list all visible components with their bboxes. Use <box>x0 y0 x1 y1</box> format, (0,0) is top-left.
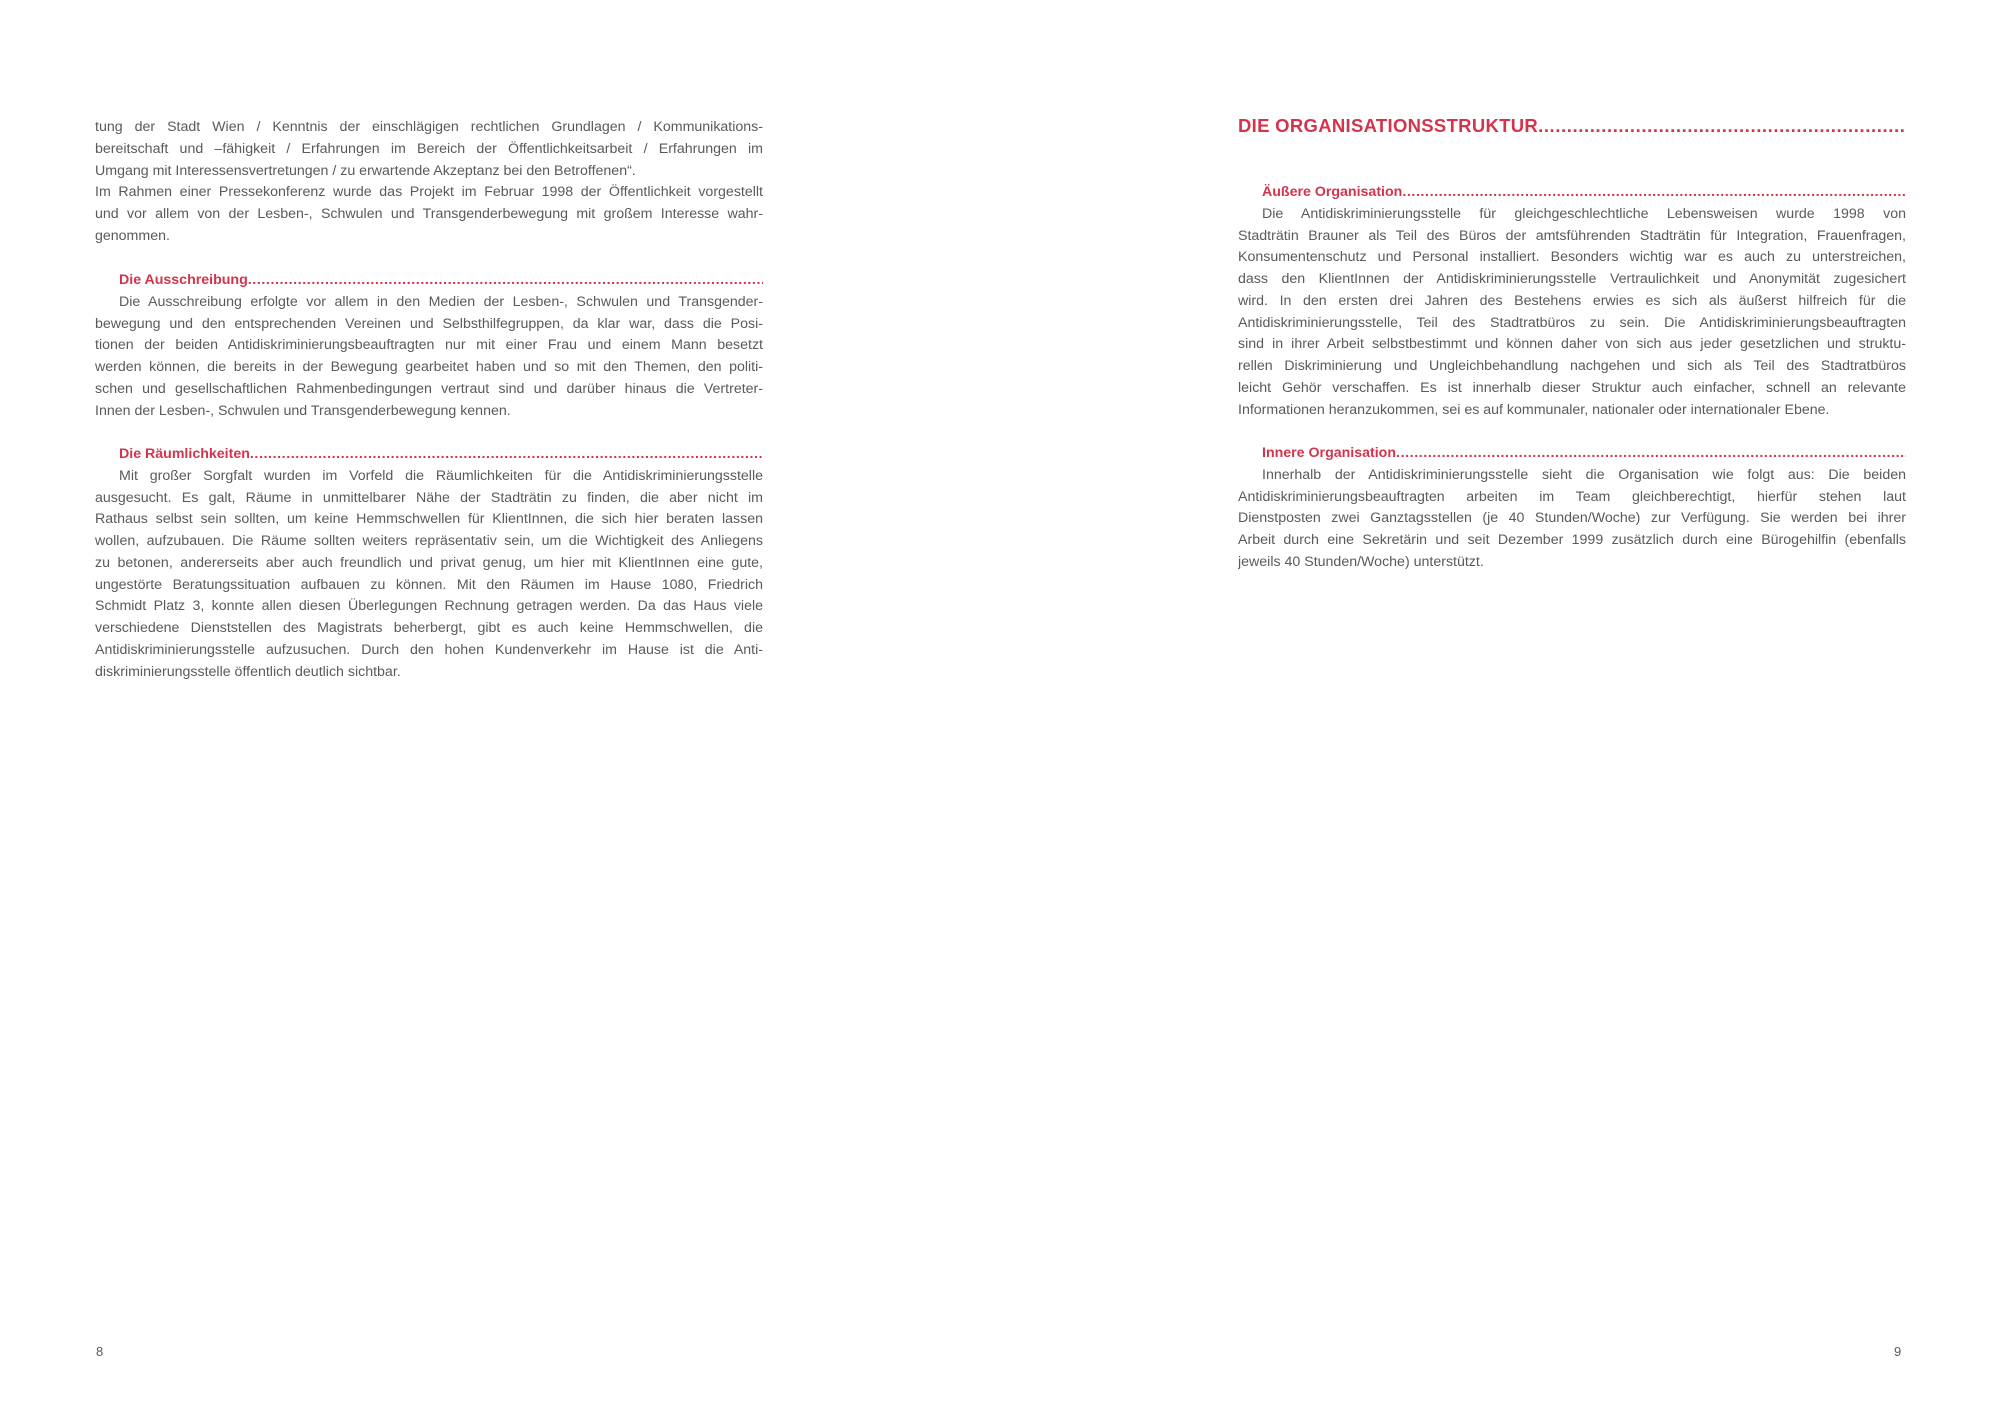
paragraph <box>95 292 763 423</box>
text-line: Innen der Lesben-, Schwulen und Transgenderbewegung kennen. <box>95 402 511 419</box>
text-line: Stadträtin Brauner als Teil des Büros der amtsführenden Stadträtin für Integration, Frauenfragen, <box>1238 227 1906 244</box>
text-line: Die Ausschreibung erfolgte vor allem in den Medien der Lesben-, Schwulen und Transgender- <box>119 293 763 310</box>
text-line: Arbeit durch eine Sekretärin und seit Dezember 1999 zusätzlich durch eine Bürogehilfin (ebenfalls <box>1238 532 1906 548</box>
text-line: verschiedene Dienststellen des Magistrats beherbergt, gibt es auch keine Hemmschwellen, die <box>95 620 763 636</box>
text-line: dass den KlientInnen der Antidiskriminierungsstelle Vertraulichkeit und Anonymität zugesichert <box>1238 271 1906 287</box>
text-line: ungestörte Beratungssituation aufbauen zu können. Mit den Räumen im Hause 1080, Friedrich <box>95 576 763 593</box>
text-line: bereitschaft und –fähigkeit / Erfahrungen im Bereich der Öffentlichkeitsarbeit / Erfahrungen im <box>95 140 763 157</box>
dot-leader <box>250 444 763 466</box>
text-line: diskriminierungsstelle öffentlich deutlich sichtbar. <box>95 663 401 680</box>
text-line: wollen, aufzubauen. Die Räume sollten weiters repräsentativ sein, um die Wichtigkeit des Anliegens <box>95 533 763 549</box>
chapter-title-text: DIE ORGANISATIONSSTRUKTUR <box>1238 115 1539 136</box>
text-line: Im Rahmen einer Pressekonferenz wurde das Projekt im Februar 1998 der Öffentlichkeit vorgestellt <box>95 184 763 201</box>
text-line: bewegung und den entsprechenden Vereinen und Selbsthilfegruppen, da klar war, dass die Posi- <box>95 315 763 332</box>
dot-leader <box>1402 182 1906 204</box>
text-line: jeweils 40 Stunden/Woche) unterstützt. <box>1238 553 1484 570</box>
text-line: Schmidt Platz 3, konnte allen diesen Überlegungen Rechnung getragen werden. Da das Haus viele <box>95 598 763 615</box>
dot-leader <box>1396 443 1906 465</box>
paragraph <box>95 182 763 247</box>
section-heading-text: Innere Organisation <box>1262 445 1397 461</box>
section-heading <box>95 444 763 466</box>
section-heading-text: Die Räumlichkeiten <box>119 446 250 462</box>
text-line: zu betonen, andererseits aber auch freundlich und privat genug, um hier mit KlientInnen eine gute, <box>95 554 763 571</box>
ausschreibung-section <box>95 270 763 422</box>
text-line: wird. In den ersten drei Jahren des Bestehens erwies es sich als äußerst hilfreich für die <box>1238 292 1906 309</box>
paragraph <box>95 466 763 684</box>
section-heading-text: Äußere Organisation <box>1262 184 1403 200</box>
section-heading <box>1238 182 1906 204</box>
text-line: schen und gesellschaftlichen Rahmenbedingungen vertraut sind und darüber hinaus die Vertreter- <box>95 380 763 397</box>
text-line: Antidiskriminierungsstelle, Teil des Stadtratbüros zu sein. Die Antidiskriminierungsbeauftragten <box>1238 314 1906 331</box>
text-line: Antidiskriminierungsbeauftragten arbeiten im Team gleichberechtigt, hierfür stehen laut <box>1238 488 1906 505</box>
chapter-title <box>1238 113 1906 139</box>
text-line: Antidiskriminierungsstelle aufzusuchen. Durch den hohen Kundenverkehr im Hause ist die Anti- <box>95 641 763 658</box>
text-line: Dienstposten zwei Ganztagsstellen (je 40 Stunden/Woche) zur Verfügung. Sie werden bei ihrer <box>1238 510 1906 527</box>
text-line: Mit großer Sorgfalt wurden im Vorfeld die Räumlichkeiten für die Antidiskriminierungsstelle <box>119 467 763 484</box>
text-line: Informationen heranzukommen, sei es auf kommunaler, nationaler oder internationaler Ebene. <box>1238 401 1830 418</box>
text-line: rellen Diskriminierung und Ungleichbehandlung nachgehen und sich als Teil des Stadtratbüros <box>1238 358 1906 374</box>
dot-leader <box>248 270 763 292</box>
text-line: genommen. <box>95 227 170 244</box>
chapter-title-block <box>1238 113 1906 139</box>
text-line: leicht Gehör verschaffen. Es ist innerhalb dieser Struktur auch einfacher, schnell an relevante <box>1238 379 1906 396</box>
text-line: werden können, die bereits in der Bewegung gearbeitet haben und so mit den Themen, den politi- <box>95 359 763 375</box>
raeumlichkeiten-section <box>95 444 763 683</box>
text-line: und vor allem von der Lesben-, Schwulen und Transgenderbewegung mit großem Interesse wahr- <box>95 206 763 222</box>
text-line: Rathaus selbst sein sollten, um keine Hemmschwellen für KlientInnen, die sich hier beraten lassen <box>95 511 763 528</box>
dot-leader <box>1538 113 1906 139</box>
text-line: tung der Stadt Wien / Kenntnis der einschlägigen rechtlichen Grundlagen / Kommunikations- <box>95 119 763 135</box>
aeussere-organisation-section <box>1238 182 1906 421</box>
section-heading <box>1238 443 1906 465</box>
paragraph <box>1238 204 1906 422</box>
text-line: Die Antidiskriminierungsstelle für gleichgeschlechtliche Lebensweisen wurde 1998 von <box>1262 205 1906 222</box>
page-number-right: 9 <box>1894 1344 1902 1359</box>
text-line: Innerhalb der Antidiskriminierungsstelle sieht die Organisation wie folgt aus: Die beiden <box>1262 466 1906 483</box>
text-line: tionen der beiden Antidiskriminierungsbeauftragten nur mit einer Frau und einem Mann besetzt <box>95 337 763 354</box>
innere-organisation-section <box>1238 443 1906 574</box>
paragraph <box>95 117 763 182</box>
section-heading <box>95 270 763 292</box>
text-line: Konsumentenschutz und Personal installiert. Besonders wichtig war es auch zu unterstreichen, <box>1238 249 1906 266</box>
text-line: sind in ihrer Arbeit selbstbestimmt und können daher von sich aus jeder gesetzlichen und struktu- <box>1238 336 1906 353</box>
section-heading-text: Die Ausschreibung <box>119 272 248 288</box>
page-number-left: 8 <box>96 1344 104 1359</box>
text-line: Umgang mit Interessensvertretungen / zu erwartende Akzeptanz bei den Betroffenen“. <box>95 162 636 179</box>
text-line: ausgesucht. Es galt, Räume in unmittelbarer Nähe der Stadträtin zu finden, die aber nicht im <box>95 489 763 506</box>
paragraph <box>1238 465 1906 574</box>
intro-section <box>95 117 763 248</box>
